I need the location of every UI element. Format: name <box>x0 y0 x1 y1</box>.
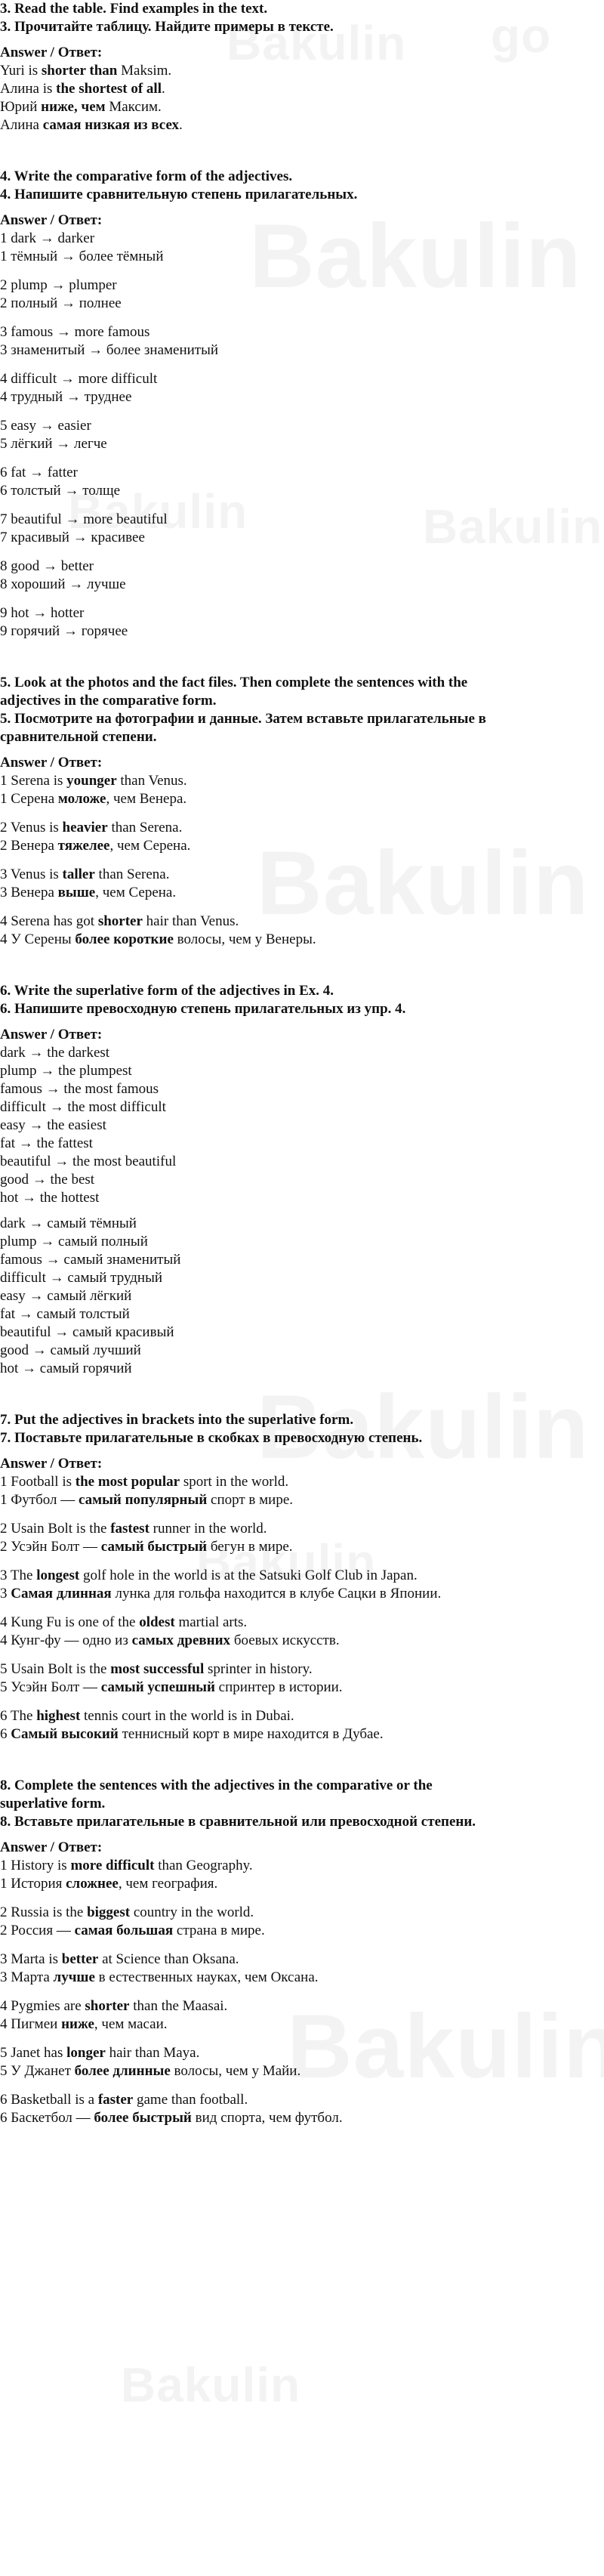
answer-line-en: 9 hot → hotter <box>0 605 85 621</box>
sentence-text: , чем Серена. <box>95 885 177 900</box>
answer-word: ниже, чем <box>41 99 106 115</box>
sentence-text: 4 Serena has got <box>0 913 98 929</box>
answer-line <box>0 80 596 98</box>
answer-word: самый успешный <box>100 1679 215 1695</box>
sentence-text: 1 Серена <box>0 791 58 807</box>
sentence-text: 4 Кунг-фу — одно из <box>0 1632 132 1648</box>
watermark-text <box>121 2357 300 2413</box>
sentence-text: at Science than Oksana. <box>98 1951 239 1967</box>
exercise-5-heading-en-1: 5. Look at the photos and the fact files. Then complete the sentences with the <box>0 675 468 690</box>
answer-line-ru <box>0 1491 596 1509</box>
sentence-text: Алина <box>0 117 43 133</box>
answer-line-ru: beautiful → самый красивый <box>0 1324 174 1340</box>
answer-pair <box>0 464 596 500</box>
answer-pair <box>0 866 596 902</box>
sentence-text: martial arts. <box>174 1614 248 1630</box>
sentence-text: country in the world. <box>130 1904 254 1920</box>
exercise-3 <box>0 0 596 134</box>
answer-line-ru: plump → самый полный <box>0 1234 148 1249</box>
answer-line-ru <box>0 1969 596 1987</box>
answer-pair <box>0 2044 596 2080</box>
exercise-5-heading-ru-1: 5. Посмотрите на фотографии и данные. Затем вставьте прилагательные в <box>0 711 486 727</box>
sentence-text: лунка для гольфа находится в клубе Сацки в Японии. <box>111 1586 442 1602</box>
answer-line-ru <box>0 884 596 902</box>
sentence-text: 2 Усэйн Болт — <box>0 1539 101 1555</box>
sentence-text: , чем масаи. <box>94 2016 168 2032</box>
sentence-text: 3 Venus is <box>0 866 63 882</box>
answer-word: highest <box>36 1708 81 1724</box>
answer-word: выше <box>57 885 96 900</box>
answer-line-ru: difficult → самый трудный <box>0 1270 163 1286</box>
answer-pair <box>0 604 596 641</box>
answer-line-ru: dark → самый тёмный <box>0 1215 137 1231</box>
sentence-text: 5 У Джанет <box>0 2063 75 2079</box>
answer-word: more difficult <box>70 1858 155 1873</box>
exercise-8-answers <box>0 1857 596 2127</box>
exercise-5-heading-ru-2: сравнительной степени. <box>0 729 157 745</box>
answer-word: самый популярный <box>78 1492 208 1508</box>
answer-label: Answer / Ответ: <box>0 755 103 771</box>
answer-label: Answer / Ответ: <box>0 212 103 228</box>
answer-line-ru <box>0 2109 596 2127</box>
sentence-text: теннисный корт в мире находится в Дубае. <box>118 1726 384 1742</box>
exercise-8-heading-en-2: superlative form. <box>0 1796 106 1812</box>
sentence-text: боевых искусств. <box>230 1632 340 1648</box>
answer-pair <box>0 558 596 594</box>
answer-word: better <box>61 1951 99 1967</box>
answer-word: более быстрый <box>94 2110 192 2126</box>
sentence-text: , чем Венера. <box>106 791 187 807</box>
answer-pair <box>0 1857 596 1893</box>
sentence-text: 1 Football is <box>0 1474 76 1490</box>
sentence-text: golf hole in the world is at the Satsuki Golf Club in Japan. <box>79 1568 418 1583</box>
answer-pair <box>0 1997 596 2034</box>
sentence-text: hair than Maya. <box>105 2045 200 2061</box>
sentence-text: Yuri is <box>0 63 42 79</box>
sentence-text: Maksim. <box>117 63 172 79</box>
answer-line-ru <box>0 837 596 855</box>
answer-word: самая низкая из всех <box>42 117 180 133</box>
answer-word: longer <box>66 2045 106 2061</box>
answer-line-en <box>0 1857 596 1875</box>
sentence-text: 5 Janet has <box>0 2045 67 2061</box>
answer-pair <box>0 1520 596 1556</box>
answer-line-en <box>0 1997 596 2015</box>
answer-word: the shortest of all <box>56 81 162 97</box>
exercise-7-answers <box>0 1473 596 1744</box>
exercise-3-heading-en: 3. Read the table. Find examples in the text. <box>0 1 268 17</box>
sentence-text: sport in the world. <box>180 1474 289 1490</box>
exercise-6 <box>0 982 596 1378</box>
answer-line-en <box>0 1520 596 1538</box>
answer-word: сложнее <box>66 1876 119 1892</box>
answer-line-en: 3 famous → more famous <box>0 324 150 340</box>
answer-word: моложе <box>57 791 106 807</box>
sentence-text: 6 Basketball is a <box>0 2092 98 2108</box>
answer-word: лучше <box>53 1969 95 1985</box>
answer-line-en: beautiful → the most beautiful <box>0 1154 177 1169</box>
answer-line-en: 6 fat → fatter <box>0 465 78 480</box>
answer-word: ниже <box>61 2016 94 2032</box>
answer-line-en: 1 dark → darker <box>0 230 95 246</box>
sentence-text: . <box>162 81 165 97</box>
answer-word: younger <box>66 773 117 789</box>
exercise-5 <box>0 674 596 949</box>
answer-word: the most popular <box>75 1474 180 1490</box>
answer-pair <box>0 2091 596 2127</box>
answer-line-ru: good → самый лучший <box>0 1342 141 1358</box>
answer-line-ru: fat → самый толстый <box>0 1306 130 1322</box>
exercise-7 <box>0 1411 596 1744</box>
answer-line-en <box>0 1904 596 1922</box>
answer-word: fastest <box>110 1521 149 1537</box>
answer-line-ru <box>0 1679 596 1697</box>
answer-line-en <box>0 819 596 837</box>
answer-word: shorter <box>97 913 143 929</box>
answer-line-ru: hot → самый горячий <box>0 1361 132 1376</box>
answer-word: taller <box>62 866 95 882</box>
answer-word: тяжелее <box>57 838 110 854</box>
answer-word: более длинные <box>74 2063 171 2079</box>
answer-line-ru <box>0 1875 596 1893</box>
sentence-text: Юрий <box>0 99 42 115</box>
answer-pair <box>0 417 596 453</box>
answer-pair <box>0 1614 596 1650</box>
answer-line-ru <box>0 1725 596 1744</box>
answer-line-en: hot → the hottest <box>0 1190 100 1206</box>
answer-word: shorter <box>85 1998 130 2014</box>
answer-word: самый быстрый <box>100 1539 208 1555</box>
sentence-text: Алина is <box>0 81 57 97</box>
answer-line-en <box>0 1660 596 1679</box>
answer-line-ru: 3 знаменитый → более знаменитый <box>0 342 219 358</box>
sentence-text: спринтер в истории. <box>214 1679 343 1695</box>
exercise-6-heading-en: 6. Write the superlative form of the adjectives in Ex. 4. <box>0 983 334 999</box>
answer-pair <box>0 913 596 949</box>
sentence-text: бегун в мире. <box>207 1539 293 1555</box>
answer-line-ru: easy → самый лёгкий <box>0 1288 132 1304</box>
exercise-7-heading-en: 7. Put the adjectives in brackets into the superlative form. <box>0 1412 354 1428</box>
sentence-text: 3 The <box>0 1568 37 1583</box>
answer-pair <box>0 276 596 313</box>
sentence-text: волосы, чем у Майи. <box>170 2063 301 2079</box>
answer-line-ru: famous → самый знаменитый <box>0 1252 181 1268</box>
sentence-text: than Venus. <box>116 773 187 789</box>
answer-line-en <box>0 1707 596 1725</box>
answer-pair <box>0 1951 596 1987</box>
answer-word: biggest <box>87 1904 131 1920</box>
answer-line-en <box>0 1951 596 1969</box>
answer-line-en <box>0 2091 596 2109</box>
sentence-text: hair than Venus. <box>142 913 239 929</box>
answer-line-en: easy → the easiest <box>0 1117 106 1133</box>
sentence-text: 3 Marta is <box>0 1951 62 1967</box>
answer-line-en: famous → the most famous <box>0 1081 159 1097</box>
answer-line-en: 8 good → better <box>0 558 94 574</box>
answer-word: most successful <box>110 1661 205 1677</box>
answer-label: Answer / Ответ: <box>0 1456 103 1472</box>
sentence-text: tennis court in the world is in Dubai. <box>80 1708 294 1724</box>
sentence-text: волосы, чем у Венеры. <box>173 931 316 947</box>
answer-word: Самый высокий <box>11 1726 119 1742</box>
answer-line-ru: 2 полный → полнее <box>0 295 122 311</box>
answer-line-ru: 9 горячий → горячее <box>0 623 128 639</box>
answer-label: Answer / Ответ: <box>0 45 103 60</box>
answer-pair <box>0 772 596 808</box>
sentence-text: 4 Пигмеи <box>0 2016 62 2032</box>
answer-line-en: 4 difficult → more difficult <box>0 371 158 387</box>
sentence-text: than the Maasai. <box>129 1998 228 2014</box>
exercise-7-heading-ru: 7. Поставьте прилагательные в скобках в превосходную степень. <box>0 1430 423 1446</box>
answer-line-ru <box>0 790 596 808</box>
answer-line-en: 2 plump → plumper <box>0 277 117 293</box>
answer-line-ru <box>0 931 596 949</box>
answer-line-en: 7 beautiful → more beautiful <box>0 511 168 527</box>
sentence-text: than Serena. <box>94 866 170 882</box>
answer-pair <box>0 230 596 266</box>
sentence-text: 2 Russia is the <box>0 1904 88 1920</box>
sentence-text: в естественных науках, чем Оксана. <box>94 1969 319 1985</box>
answer-word: longest <box>36 1568 80 1583</box>
sentence-text: страна в мире. <box>173 1923 265 1938</box>
sentence-text: 2 Usain Bolt is the <box>0 1521 111 1537</box>
answer-line <box>0 116 596 134</box>
answer-line-en <box>0 1473 596 1491</box>
sentence-text: game than football. <box>133 2092 248 2108</box>
answer-line-en: good → the best <box>0 1172 95 1188</box>
answer-line-ru <box>0 2062 596 2080</box>
answer-label: Answer / Ответ: <box>0 1839 103 1855</box>
answer-line-ru <box>0 2015 596 2034</box>
answer-word: shorter than <box>41 63 118 79</box>
answer-label: Answer / Ответ: <box>0 1027 103 1042</box>
answer-word: самая большая <box>74 1923 174 1938</box>
answer-line-ru <box>0 1632 596 1650</box>
sentence-text: 1 Serena is <box>0 773 67 789</box>
exercise-3-heading-ru: 3. Прочитайте таблицу. Найдите примеры в тексте. <box>0 19 334 35</box>
exercise-6-answers-en <box>0 1044 596 1207</box>
answer-line-ru: 8 хороший → лучше <box>0 576 126 592</box>
sentence-text: , чем Серена. <box>109 838 191 854</box>
answer-pair <box>0 1707 596 1744</box>
sentence-text: 5 Усэйн Болт — <box>0 1679 101 1695</box>
sentence-text: 4 Pygmies are <box>0 1998 85 2014</box>
answer-line-en: plump → the plumpest <box>0 1063 132 1079</box>
answer-line-en <box>0 866 596 884</box>
answer-pair <box>0 1660 596 1697</box>
answer-pair <box>0 1567 596 1603</box>
answer-line-en <box>0 913 596 931</box>
sentence-text: 2 Venus is <box>0 820 63 836</box>
exercise-4-heading-ru: 4. Напишите сравнительную степень прилагательных. <box>0 187 358 202</box>
sentence-text: 6 Баскетбол — <box>0 2110 94 2126</box>
answer-line-en <box>0 2044 596 2062</box>
answer-word: heavier <box>62 820 108 836</box>
answer-word: самых древних <box>131 1632 231 1648</box>
sentence-text: than Geography. <box>154 1858 253 1873</box>
sentence-text: 1 History is <box>0 1858 71 1873</box>
sentence-text: Максим. <box>105 99 162 115</box>
answer-word: oldest <box>139 1614 175 1630</box>
answer-line-en: 5 easy → easier <box>0 418 91 434</box>
exercise-6-heading-ru: 6. Напишите превосходную степень прилагательных из упр. 4. <box>0 1001 406 1017</box>
exercise-4-heading-en: 4. Write the comparative form of the adjectives. <box>0 168 293 184</box>
answer-word: более короткие <box>75 931 174 947</box>
sentence-text: runner in the world. <box>149 1521 267 1537</box>
sentence-text: than Serena. <box>107 820 183 836</box>
sentence-text: 6 <box>0 1726 11 1742</box>
exercise-4-answers <box>0 230 596 641</box>
answer-word: faster <box>97 2092 134 2108</box>
sentence-text: вид спорта, чем футбол. <box>191 2110 343 2126</box>
sentence-text: 4 Kung Fu is one of the <box>0 1614 140 1630</box>
exercise-8 <box>0 1777 596 2127</box>
answer-pair <box>0 370 596 406</box>
exercise-8-heading-en-1: 8. Complete the sentences with the adjectives in the comparative or the <box>0 1778 433 1793</box>
answer-line-en <box>0 1614 596 1632</box>
answer-line-en: fat → the fattest <box>0 1135 93 1151</box>
sentence-text: 1 Футбол — <box>0 1492 79 1508</box>
exercise-6-answers-ru <box>0 1215 596 1378</box>
exercise-5-heading-en-2: adjectives in the comparative form. <box>0 693 217 709</box>
exercise-8-heading-ru: 8. Вставьте прилагательные в сравнительной или превосходной степени. <box>0 1814 476 1830</box>
exercise-3-answers <box>0 62 596 134</box>
answer-line <box>0 62 596 80</box>
sentence-text: 1 История <box>0 1876 66 1892</box>
answer-line-en: dark → the darkest <box>0 1045 110 1061</box>
answer-line-ru: 6 толстый → толще <box>0 483 121 499</box>
sentence-text: 3 Венера <box>0 885 58 900</box>
answer-line-ru: 5 лёгкий → легче <box>0 436 107 452</box>
sentence-text: . <box>179 117 183 133</box>
exercise-4 <box>0 168 596 641</box>
answer-line-ru <box>0 1585 596 1603</box>
answer-line-en: difficult → the most difficult <box>0 1099 166 1115</box>
sentence-text: 5 Usain Bolt is the <box>0 1661 111 1677</box>
answer-pair <box>0 1904 596 1940</box>
sentence-text: 3 Марта <box>0 1969 54 1985</box>
sentence-text: спорт в мире. <box>207 1492 294 1508</box>
answer-word: Самая длинная <box>11 1586 112 1602</box>
answer-line-ru: 1 тёмный → более тёмный <box>0 249 164 264</box>
sentence-text: 3 <box>0 1586 11 1602</box>
answer-line-ru <box>0 1538 596 1556</box>
answer-line-ru: 4 трудный → труднее <box>0 389 132 405</box>
answer-pair <box>0 1473 596 1509</box>
answer-pair <box>0 511 596 547</box>
sentence-text: 2 Россия — <box>0 1923 75 1938</box>
answer-line <box>0 98 596 116</box>
sentence-text: sprinter in history. <box>204 1661 313 1677</box>
exercise-5-answers <box>0 772 596 949</box>
answer-line-en <box>0 772 596 790</box>
sentence-text: , чем география. <box>118 1876 218 1892</box>
sentence-text: 6 The <box>0 1708 37 1724</box>
answer-line-en <box>0 1567 596 1585</box>
answer-pair <box>0 323 596 360</box>
sentence-text: 2 Венера <box>0 838 58 854</box>
answer-line-ru: 7 красивый → красивее <box>0 530 145 545</box>
answer-line-ru <box>0 1922 596 1940</box>
answer-pair <box>0 819 596 855</box>
sentence-text: 4 У Серены <box>0 931 76 947</box>
